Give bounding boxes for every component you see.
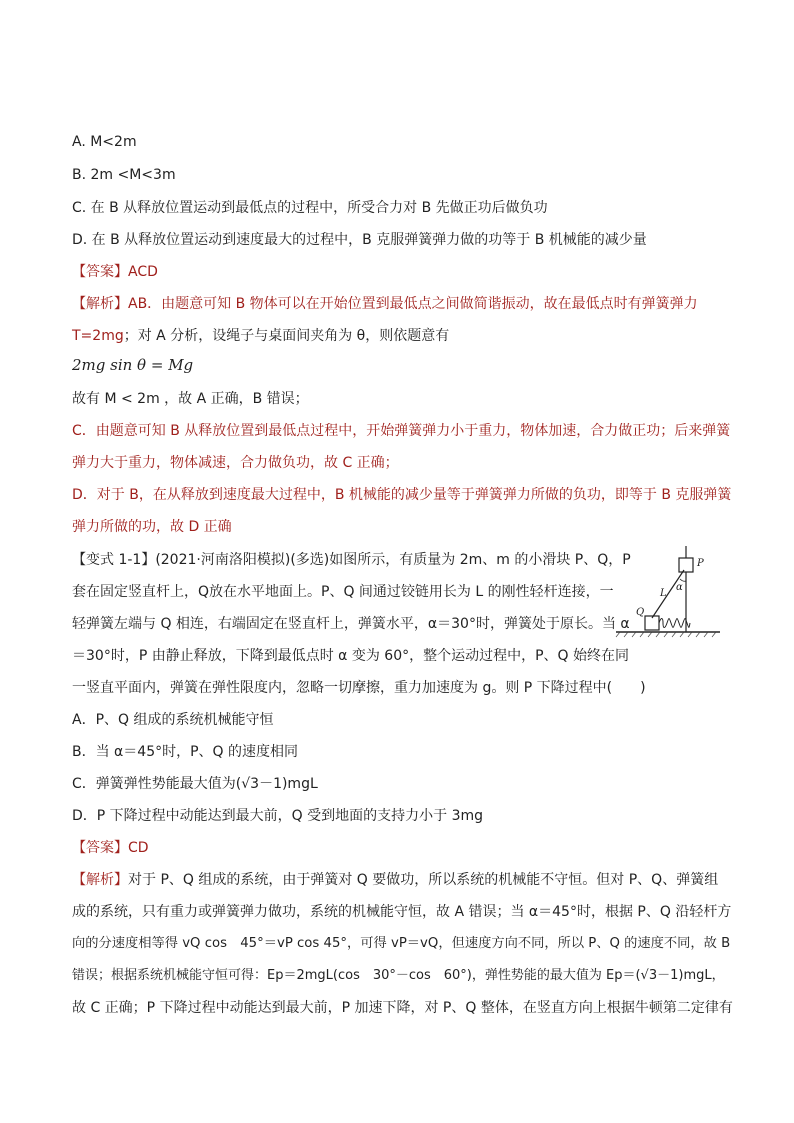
analysis-1-line-4: 故有 M < 2m ，故 A 正确，B 错误； <box>72 391 309 407</box>
option-d-2: D．P 下降过程中动能达到最大前，Q 受到地面的支持力小于 3mg <box>72 808 484 824</box>
option-a-2: A．P、Q 组成的系统机械能守恒 <box>72 712 274 728</box>
answer-2-tag: 【答案】 <box>72 840 128 856</box>
spring <box>659 619 690 628</box>
analysis-1-line-1 <box>72 294 698 314</box>
analysis-2-text-1: 对于 P、Q 组成的系统，由于弹簧对 Q 要做功，所以系统的机械能不守恒。但对 P、Q、弹簧组 <box>128 872 719 888</box>
analysis-1-line-5: C．由题意可知 B 从释放位置到最低点过程中，开始弹簧弹力小于重力，物体加速，合力做正功；后来弹簧 <box>72 423 731 439</box>
analysis-2-line-1 <box>72 870 718 890</box>
analysis-1-line-7: D．对于 B，在从释放到速度最大过程中，B 机械能的减少量等于弹簧弹力所做的负功，即等于 B 克服弹簧 <box>72 487 732 503</box>
analysis-2-line-2: 成的系统，只有重力或弹簧弹力做功，系统的机械能守恒，故 A 错误；当 α＝45°时，根据 P、Q 沿轻杆方 <box>72 904 732 920</box>
rigid-rod <box>652 570 684 618</box>
label-q: Q <box>636 607 645 618</box>
variant-line-1: 【变式 1-1】(2021·河南洛阳模拟)(多选)如图所示，有质量为 2m、m 的小滑块 P、Q，P <box>72 552 631 568</box>
analysis-1-line-2 <box>72 326 449 346</box>
answer-1 <box>72 262 158 282</box>
answer-1-tag: 【答案】 <box>72 264 128 280</box>
option-b-2: B．当 α＝45°时，P、Q 的速度相同 <box>72 744 299 760</box>
analysis-1-formula-t: T=2mg <box>72 328 124 344</box>
analysis-1-equation: 2mg sin θ = Mg <box>72 356 194 374</box>
analysis-2-tag: 【解析】 <box>72 872 128 888</box>
option-d-top: D. 在 B 从释放位置运动到速度最大的过程中，B 克服弹簧弹力做的功等于 B 机械能的减少量 <box>72 232 647 248</box>
block-q <box>645 616 659 630</box>
variant-line-3: 轻弹簧左端与 Q 相连，右端固定在竖直杆上，弹簧水平，α＝30°时，弹簧处于原长。当 α <box>72 616 630 632</box>
analysis-2-line-4: 错误；根据系统机械能守恒可得：Ep＝2mgL(cos 30°－cos 60°)，弹性势能的最大值为 Ep＝(√3－1)mgL， <box>72 968 725 983</box>
option-a-top: A. M<2m <box>72 134 137 150</box>
analysis-1-text-2: ；对 A 分析，设绳子与桌面间夹角为 θ，则依题意有 <box>123 328 450 344</box>
option-b-top: B. 2m <M<3m <box>72 167 176 183</box>
answer-1-value: ACD <box>128 264 158 280</box>
analysis-1-text-1: AB．由题意可知 B 物体可以在开始位置到最低点之间做简谐振动，故在最低点时有弹簧弹力 <box>128 296 698 312</box>
analysis-2-line-5: 故 C 正确；P 下降过程中动能达到最大前，P 加速下降，对 P、Q 整体，在竖直方向上根据牛顿第二定律有 <box>72 1000 733 1016</box>
ground-hatch <box>616 632 716 637</box>
label-alpha: α <box>676 582 683 593</box>
answer-2-value: CD <box>128 840 149 856</box>
angle-arc <box>680 579 686 581</box>
option-c-2: C．弹簧弹性势能最大值为(√3－1)mgL <box>72 776 318 792</box>
label-p: P <box>697 558 704 569</box>
answer-2 <box>72 838 149 858</box>
analysis-1-line-8: 弹力所做的功，故 D 正确 <box>72 519 232 535</box>
label-l: L <box>660 588 667 599</box>
option-c-top: C. 在 B 从释放位置运动到最低点的过程中，所受合力对 B 先做正功后做负功 <box>72 200 548 216</box>
analysis-1-line-6: 弹力大于重力，物体减速，合力做负功，故 C 正确； <box>72 455 399 471</box>
analysis-1-tag: 【解析】 <box>72 296 128 312</box>
spring-rod-figure <box>612 542 724 640</box>
analysis-2-line-3: 向的分速度相等得 vQ cos 45°＝vP cos 45°，可得 vP＝vQ，但速度方向不同，所以 P、Q 的速度不同，故 B <box>72 936 731 951</box>
block-p <box>679 558 693 572</box>
variant-line-2: 套在固定竖直杆上，Q放在水平地面上。P、Q 间通过铰链用长为 L 的刚性轻杆连接，一 <box>72 584 614 600</box>
variant-line-5: 一竖直平面内，弹簧在弹性限度内，忽略一切摩擦，重力加速度为 g。则 P 下降过程中( ) <box>72 680 646 696</box>
variant-line-4: ＝30°时，P 由静止释放，下降到最低点时 α 变为 60°，整个运动过程中，P、Q 始终在同 <box>72 648 630 664</box>
